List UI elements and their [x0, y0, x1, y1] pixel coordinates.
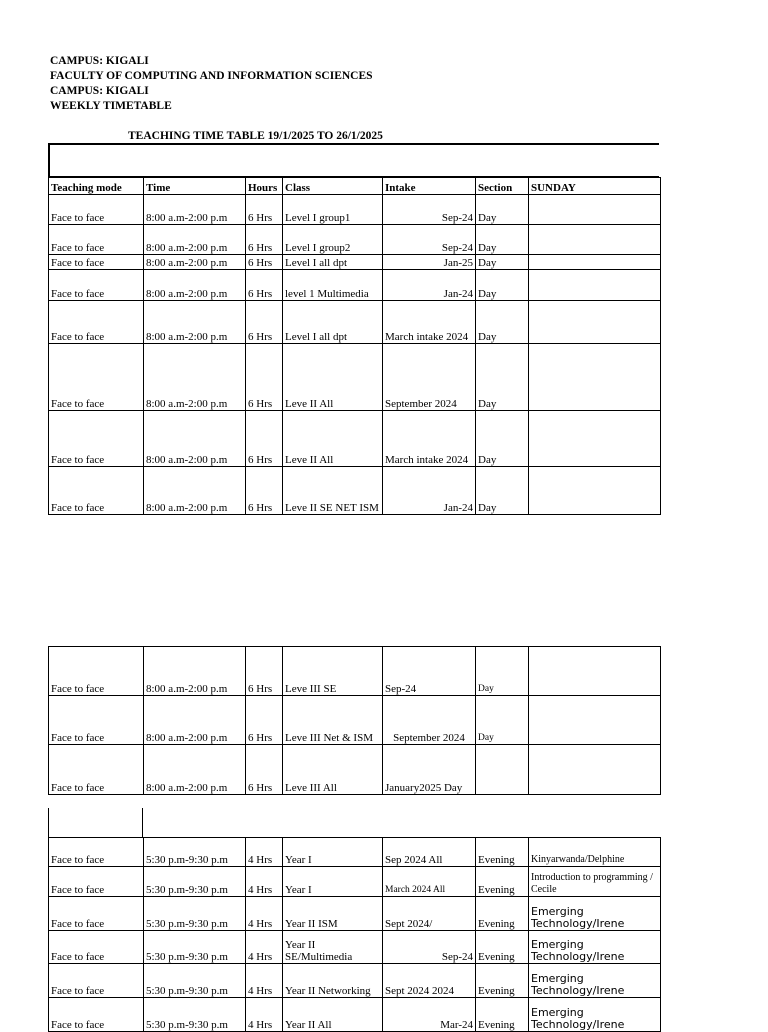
cell-intake: March intake 2024	[383, 411, 476, 467]
cell-class: Leve II All	[283, 344, 383, 411]
header-row	[49, 178, 661, 195]
cell-time: 8:00 a.m-2:00 p.m	[144, 411, 246, 467]
col-hours: Hours	[246, 178, 283, 195]
table-row	[49, 411, 661, 467]
cell-intake: Sep-24	[383, 931, 476, 964]
cell-mode: Face to face	[49, 225, 144, 255]
table-row	[49, 344, 661, 411]
cell-section: Evening	[476, 867, 529, 897]
cell-mode: Face to face	[49, 270, 144, 301]
cell-intake: January2025 Day	[383, 745, 476, 795]
table-row	[49, 225, 661, 255]
cell-time: 8:00 a.m-2:00 p.m	[144, 270, 246, 301]
table-row	[49, 301, 661, 344]
cell-sunday	[529, 467, 661, 515]
cell-time: 5:30 p.m-9:30 p.m	[144, 998, 246, 1032]
cell-class: Year II SE/Multimedia	[283, 931, 383, 964]
table-row	[49, 838, 661, 867]
cell-hours: 6 Hrs	[246, 301, 283, 344]
cell-hours: 4 Hrs	[246, 867, 283, 897]
cell-sunday: Emerging Technology/Irene	[529, 897, 661, 931]
cell-mode: Face to face	[49, 897, 144, 931]
cell-section: Day	[476, 467, 529, 515]
cell-sunday: Introduction to programming / Cecile	[529, 867, 661, 897]
cell-mode: Face to face	[49, 301, 144, 344]
cell-hours: 6 Hrs	[246, 225, 283, 255]
cell-hours: 6 Hrs	[246, 745, 283, 795]
cell-intake: March 2024 All	[383, 867, 476, 897]
cell-section: Day	[476, 270, 529, 301]
cell-class: Year II All	[283, 998, 383, 1032]
level-three-timetable	[48, 646, 661, 795]
table-row	[49, 897, 661, 931]
cell-hours: 6 Hrs	[246, 270, 283, 301]
cell-intake: Sep-24	[383, 195, 476, 225]
col-sunday: SUNDAY	[529, 178, 661, 195]
cell-sunday: Kinyarwanda/Delphine	[529, 838, 661, 867]
cell-intake: Jan-24	[383, 467, 476, 515]
cell-sunday	[529, 647, 661, 696]
cell-class: Leve II SE NET ISM	[283, 467, 383, 515]
cell-mode: Face to face	[49, 838, 144, 867]
cell-class: Leve III Net & ISM	[283, 696, 383, 745]
cell-mode: Face to face	[49, 964, 144, 998]
table-row	[49, 931, 661, 964]
cell-section: Day	[476, 301, 529, 344]
cell-time: 8:00 a.m-2:00 p.m	[144, 647, 246, 696]
cell-sunday	[529, 195, 661, 225]
col-teaching-mode: Teaching mode	[49, 178, 144, 195]
cell-time: 5:30 p.m-9:30 p.m	[144, 931, 246, 964]
col-intake: Intake	[383, 178, 476, 195]
cell-class: Leve II All	[283, 411, 383, 467]
cell-sunday	[529, 745, 661, 795]
weekly-timetable-line: WEEKLY TIMETABLE	[50, 100, 172, 112]
cell-mode: Face to face	[49, 745, 144, 795]
cell-sunday	[529, 344, 661, 411]
cell-hours: 4 Hrs	[246, 998, 283, 1032]
cell-intake: Sept 2024/	[383, 897, 476, 931]
cell-mode: Face to face	[49, 467, 144, 515]
cell-section	[476, 745, 529, 795]
cell-hours: 6 Hrs	[246, 647, 283, 696]
cell-intake: September 2024	[383, 696, 476, 745]
cell-time: 5:30 p.m-9:30 p.m	[144, 838, 246, 867]
cell-mode: Face to face	[49, 344, 144, 411]
timetable-title: TEACHING TIME TABLE 19/1/2025 TO 26/1/2025	[128, 130, 383, 142]
cell-time: 5:30 p.m-9:30 p.m	[144, 964, 246, 998]
table-row	[49, 696, 661, 745]
cell-section: Evening	[476, 964, 529, 998]
cell-sunday	[529, 255, 661, 270]
cell-class: Level I group2	[283, 225, 383, 255]
cell-section: Evening	[476, 838, 529, 867]
cell-mode: Face to face	[49, 195, 144, 225]
cell-intake: Jan-25	[383, 255, 476, 270]
cell-hours: 6 Hrs	[246, 195, 283, 225]
cell-class: Year I	[283, 838, 383, 867]
cell-intake: Mar-24	[383, 998, 476, 1032]
cell-intake: Sep 2024 All	[383, 838, 476, 867]
cell-mode: Face to face	[49, 998, 144, 1032]
cell-hours: 6 Hrs	[246, 467, 283, 515]
cell-hours: 6 Hrs	[246, 696, 283, 745]
table-row	[49, 255, 661, 270]
cell-intake: Sep-24	[383, 647, 476, 696]
cell-intake: Sep-24	[383, 225, 476, 255]
cell-section: Evening	[476, 931, 529, 964]
title-frame	[48, 143, 659, 178]
cell-sunday	[529, 411, 661, 467]
cell-class: Leve III All	[283, 745, 383, 795]
cell-class: Level I all dpt	[283, 301, 383, 344]
table-row	[49, 467, 661, 515]
cell-mode: Face to face	[49, 931, 144, 964]
cell-sunday: Emerging Technology/Irene	[529, 964, 661, 998]
cell-sunday	[529, 270, 661, 301]
cell-mode: Face to face	[49, 255, 144, 270]
cell-time: 5:30 p.m-9:30 p.m	[144, 867, 246, 897]
faculty-line: FACULTY OF COMPUTING AND INFORMATION SCIENCES	[50, 70, 373, 82]
cell-intake: Sept 2024 2024	[383, 964, 476, 998]
cell-section: Day	[476, 255, 529, 270]
cell-section: Day	[476, 195, 529, 225]
cell-sunday	[529, 696, 661, 745]
table-row	[49, 998, 661, 1032]
cell-sunday	[529, 225, 661, 255]
cell-hours: 4 Hrs	[246, 897, 283, 931]
cell-sunday: Emerging Technology/Irene	[529, 931, 661, 964]
cell-hours: 6 Hrs	[246, 344, 283, 411]
cell-intake: Jan-24	[383, 270, 476, 301]
cell-hours: 6 Hrs	[246, 411, 283, 467]
cell-time: 8:00 a.m-2:00 p.m	[144, 344, 246, 411]
cell-time: 5:30 p.m-9:30 p.m	[144, 897, 246, 931]
table-separator	[48, 808, 143, 837]
cell-hours: 4 Hrs	[246, 931, 283, 964]
cell-time: 8:00 a.m-2:00 p.m	[144, 745, 246, 795]
cell-time: 8:00 a.m-2:00 p.m	[144, 696, 246, 745]
col-time: Time	[144, 178, 246, 195]
evening-timetable	[48, 837, 661, 1032]
cell-section: Evening	[476, 897, 529, 931]
cell-class: Year II Networking	[283, 964, 383, 998]
day-timetable	[48, 177, 661, 515]
table-row	[49, 195, 661, 225]
cell-sunday: Emerging Technology/Irene	[529, 998, 661, 1032]
cell-class: Year II ISM	[283, 897, 383, 931]
table-row	[49, 964, 661, 998]
cell-mode: Face to face	[49, 696, 144, 745]
cell-hours: 4 Hrs	[246, 964, 283, 998]
cell-hours: 4 Hrs	[246, 838, 283, 867]
campus-line-1: CAMPUS: KIGALI	[50, 55, 149, 67]
cell-time: 8:00 a.m-2:00 p.m	[144, 225, 246, 255]
cell-sunday	[529, 301, 661, 344]
cell-mode: Face to face	[49, 647, 144, 696]
cell-intake: September 2024	[383, 344, 476, 411]
cell-class: Level I all dpt	[283, 255, 383, 270]
cell-section: Day	[476, 647, 529, 696]
table-row	[49, 647, 661, 696]
cell-mode: Face to face	[49, 867, 144, 897]
table-row	[49, 745, 661, 795]
cell-class: Year I	[283, 867, 383, 897]
table-row	[49, 867, 661, 897]
cell-class: Level I group1	[283, 195, 383, 225]
cell-time: 8:00 a.m-2:00 p.m	[144, 255, 246, 270]
cell-section: Day	[476, 411, 529, 467]
cell-time: 8:00 a.m-2:00 p.m	[144, 467, 246, 515]
cell-time: 8:00 a.m-2:00 p.m	[144, 301, 246, 344]
cell-hours: 6 Hrs	[246, 255, 283, 270]
cell-section: Evening	[476, 998, 529, 1032]
cell-section: Day	[476, 225, 529, 255]
cell-section: Day	[476, 344, 529, 411]
cell-class: level 1 Multimedia	[283, 270, 383, 301]
cell-mode: Face to face	[49, 411, 144, 467]
cell-section: Day	[476, 696, 529, 745]
col-section: Section	[476, 178, 529, 195]
campus-line-2: CAMPUS: KIGALI	[50, 85, 149, 97]
col-class: Class	[283, 178, 383, 195]
cell-time: 8:00 a.m-2:00 p.m	[144, 195, 246, 225]
cell-intake: March intake 2024	[383, 301, 476, 344]
table-row	[49, 270, 661, 301]
cell-class: Leve III SE	[283, 647, 383, 696]
